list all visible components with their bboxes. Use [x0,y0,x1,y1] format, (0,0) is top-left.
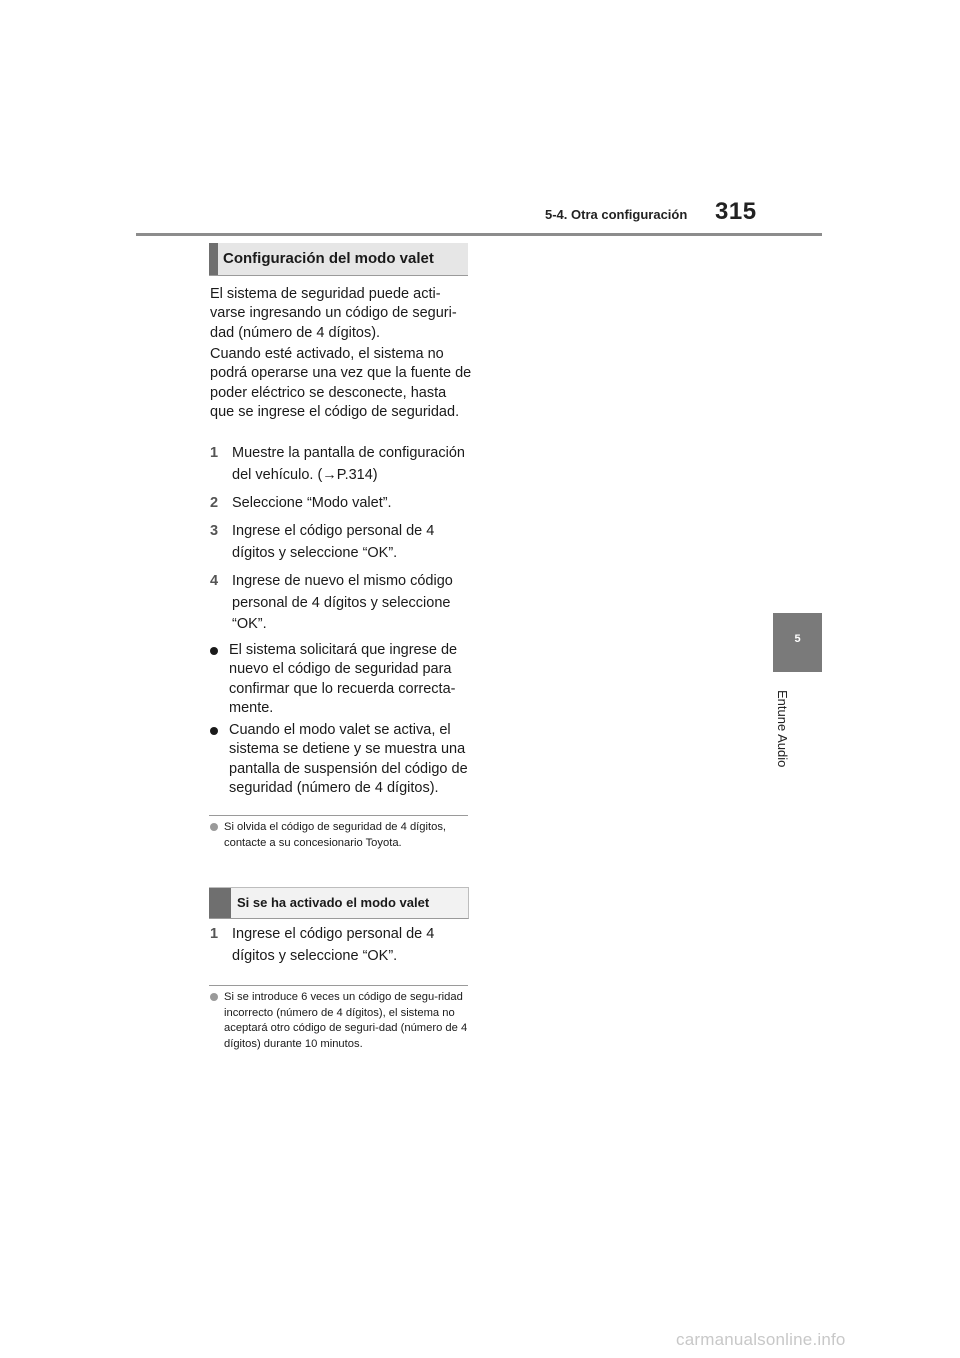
step-text: Muestre la pantalla de configuración del vehículo. (→P.314) [232,445,465,483]
bullet-icon [210,647,218,655]
intro-paragraph: El sistema de seguridad puede acti-varse ingresando un código de seguri-dad (número de 4 dígitos). [210,286,457,341]
heading-bar [209,888,231,918]
note-divider [209,985,468,986]
heading-bar [209,243,218,275]
section-heading-valet-active [209,887,469,919]
bullet-icon [210,727,218,735]
bullet-item [210,641,472,718]
watermark-link[interactable]: carmanualsonline.info [676,1330,846,1349]
step-number: 3 [210,523,219,539]
step-number: 1 [210,926,219,942]
step-item [210,443,472,486]
note-bullet-icon [210,993,218,1001]
bullet-text: El sistema solicitará que ingrese de nuevo el código de seguridad para confirmar que lo recuerda correcta-mente. [229,642,458,716]
bullet-item [210,721,472,798]
page-number: 315 [715,198,757,225]
note-bullet-icon [210,823,218,831]
step-item [210,924,472,967]
step-text: Ingrese el código personal de 4 dígitos y seleccione “OK”. [232,926,435,964]
note-text: Si olvida el código de seguridad de 4 dígitos, contacte a su concesionario Toyota. [224,821,447,849]
step-number: 1 [210,445,219,461]
header-divider [136,233,822,236]
step-text: Seleccione “Modo valet”. [232,495,392,511]
step-text: Ingrese de nuevo el mismo código personal de 4 dígitos y seleccione “OK”. [232,573,453,632]
note-text: Si se introduce 6 veces un código de segu-ridad incorrecto (número de 4 dígitos), el sistema no aceptará otro código de seguri-dad (número de 4 dígitos) durante 10 minutos. [224,991,468,1050]
note-item [210,990,472,1052]
note-divider [209,815,468,816]
bullet-text: Cuando el modo valet se activa, el sistema se detiene y se muestra una pantalla de suspensión del código de seguridad (número de 4 dígitos). [229,722,468,796]
activation-paragraph: Cuando esté activado, el sistema no podrá operarse una vez que la fuente de poder eléctrico se desconecte, hasta que se ingrese el código de seguridad. [210,346,472,420]
section-heading-valet-config [209,243,468,276]
chapter-tab[interactable] [773,613,822,672]
heading-text: Configuración del modo valet [223,250,434,267]
heading-text: Si se ha activado el modo valet [237,895,430,910]
step-number: 2 [210,495,219,511]
step-item [210,493,472,515]
note-item [210,820,472,851]
step-item [210,521,472,564]
chapter-number: 5 [794,633,801,645]
step-item [210,571,472,636]
step-number: 4 [210,573,219,589]
section-title: 5-4. Otra configuración [545,207,688,222]
chapter-label: Entune Audio [775,690,790,768]
step-text: Ingrese el código personal de 4 dígitos y seleccione “OK”. [232,523,435,561]
